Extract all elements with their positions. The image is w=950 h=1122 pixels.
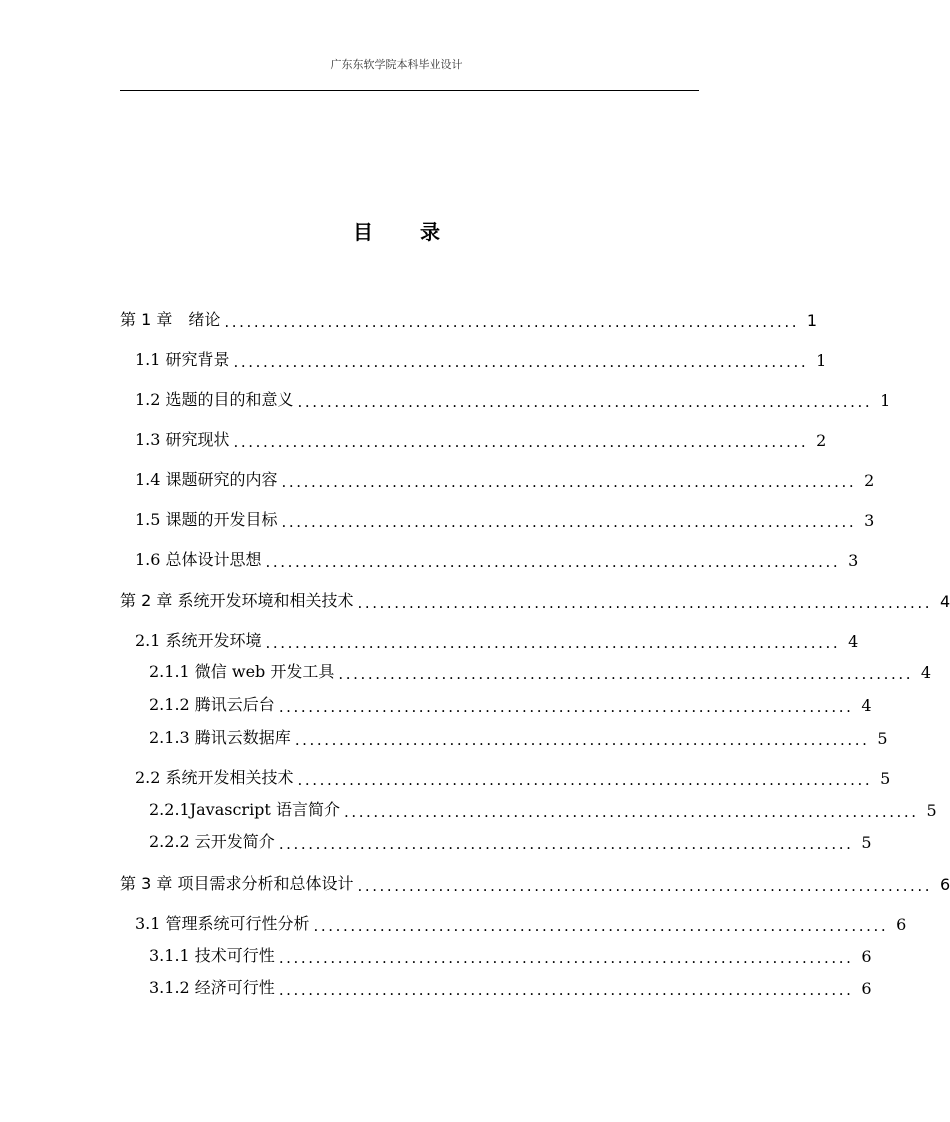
- toc-entry-chapter-1[interactable]: [120, 308, 818, 331]
- toc-leader-dots: ..............................................................................: [265, 553, 841, 571]
- toc-entry-2-2-2[interactable]: [149, 830, 872, 853]
- toc-leader-dots: ..............................................................................: [224, 313, 800, 331]
- toc-entry-label: 1.2 选题的目的和意义: [135, 390, 294, 409]
- toc-leader-dots: ..............................................................................: [278, 698, 854, 716]
- toc-leader-dots: ..............................................................................: [233, 353, 809, 371]
- toc-entry-label: 第 2 章 系统开发环境和相关技术: [120, 591, 354, 610]
- toc-entry-3-1[interactable]: [135, 912, 907, 935]
- toc-entry-label: 2.1.2 腾讯云后台: [149, 695, 275, 714]
- toc-page-number: 1: [816, 351, 827, 370]
- toc-entry-label: 1.1 研究背景: [135, 350, 230, 369]
- toc-page-number: 6: [861, 979, 872, 998]
- toc-entry-2-1-2[interactable]: [149, 693, 872, 716]
- toc-leader-dots: ..............................................................................: [297, 771, 873, 789]
- toc-entry-3-1-1[interactable]: [149, 944, 872, 967]
- toc-entry-3-1-2[interactable]: [149, 976, 872, 999]
- toc-title: 目 录: [353, 220, 460, 244]
- toc-entry-chapter-3[interactable]: [120, 872, 950, 895]
- toc-entry-2-1[interactable]: [135, 629, 859, 652]
- toc-entry-label: 2.1 系统开发环境: [135, 631, 262, 650]
- toc-page-number: 5: [861, 833, 872, 852]
- toc-page-number: 5: [880, 769, 891, 788]
- toc-entry-2-1-3[interactable]: [149, 726, 888, 749]
- toc-page-number: 6: [861, 947, 872, 966]
- toc-entry-label: 2.2 系统开发相关技术: [135, 768, 294, 787]
- toc-entry-label: 3.1 管理系统可行性分析: [135, 914, 310, 933]
- toc-leader-dots: ..............................................................................: [281, 513, 857, 531]
- toc-page-number: 4: [861, 696, 872, 715]
- toc-leader-dots: ..............................................................................: [278, 949, 854, 967]
- toc-entry-label: 2.1.1 微信 web 开发工具: [149, 662, 335, 681]
- toc-entry-1-6[interactable]: [135, 548, 859, 571]
- toc-entry-1-1[interactable]: [135, 348, 827, 371]
- toc-page-number: 5: [926, 801, 937, 820]
- toc-entry-label: 1.4 课题研究的内容: [135, 470, 278, 489]
- toc-page-number: 3: [864, 511, 875, 530]
- toc-entry-1-3[interactable]: [135, 428, 827, 451]
- toc-leader-dots: ..............................................................................: [343, 803, 919, 821]
- toc-page-number: 3: [848, 551, 859, 570]
- toc-entry-2-1-1[interactable]: [149, 660, 932, 683]
- toc-leader-dots: ..............................................................................: [233, 433, 809, 451]
- toc-entry-2-2-1[interactable]: [149, 798, 937, 821]
- toc-entry-label: 3.1.1 技术可行性: [149, 946, 275, 965]
- toc-leader-dots: ..............................................................................: [297, 393, 873, 411]
- toc-leader-dots: ..............................................................................: [313, 917, 889, 935]
- toc-entry-1-5[interactable]: [135, 508, 875, 531]
- toc-entry-label: 2.1.3 腾讯云数据库: [149, 728, 291, 747]
- toc-leader-dots: ..............................................................................: [281, 473, 857, 491]
- toc-page-number: 6: [896, 915, 907, 934]
- toc-page-number: 6: [939, 875, 950, 894]
- toc-leader-dots: ..............................................................................: [338, 665, 914, 683]
- toc-leader-dots: ..............................................................................: [357, 877, 933, 895]
- toc-entry-label: 2.2.1Javascript 语言简介: [149, 800, 340, 819]
- toc-page-number: 5: [877, 729, 888, 748]
- toc-page-number: 2: [816, 431, 827, 450]
- toc-entry-label: 第 3 章 项目需求分析和总体设计: [120, 874, 354, 893]
- toc-entry-label: 1.6 总体设计思想: [135, 550, 262, 569]
- toc-page-number: 4: [939, 592, 950, 611]
- toc-page-number: 4: [920, 663, 932, 682]
- toc-entry-label: 第 1 章 绪论: [120, 310, 221, 329]
- toc-entry-label: 1.5 课题的开发目标: [135, 510, 278, 529]
- toc-page-number: 4: [848, 632, 859, 651]
- toc-entry-label: 3.1.2 经济可行性: [149, 978, 275, 997]
- toc-leader-dots: ..............................................................................: [265, 634, 841, 652]
- toc-entry-label: 2.2.2 云开发简介: [149, 832, 275, 851]
- toc-entry-chapter-2[interactable]: [120, 589, 950, 612]
- header-divider: [120, 90, 699, 91]
- toc-leader-dots: ..............................................................................: [278, 835, 854, 853]
- toc-leader-dots: ..............................................................................: [278, 981, 854, 999]
- toc-page-number: 2: [864, 471, 875, 490]
- toc-entry-1-4[interactable]: [135, 468, 875, 491]
- page-header: 广东东软学院本科毕业设计: [330, 58, 463, 71]
- toc-entry-label: 1.3 研究现状: [135, 430, 230, 449]
- toc-page-number: 1: [880, 391, 891, 410]
- toc-leader-dots: ..............................................................................: [357, 594, 933, 612]
- toc-entry-1-2[interactable]: [135, 388, 891, 411]
- toc-entry-2-2[interactable]: [135, 766, 891, 789]
- toc-page-number: 1: [806, 311, 818, 330]
- toc-leader-dots: ..............................................................................: [294, 731, 870, 749]
